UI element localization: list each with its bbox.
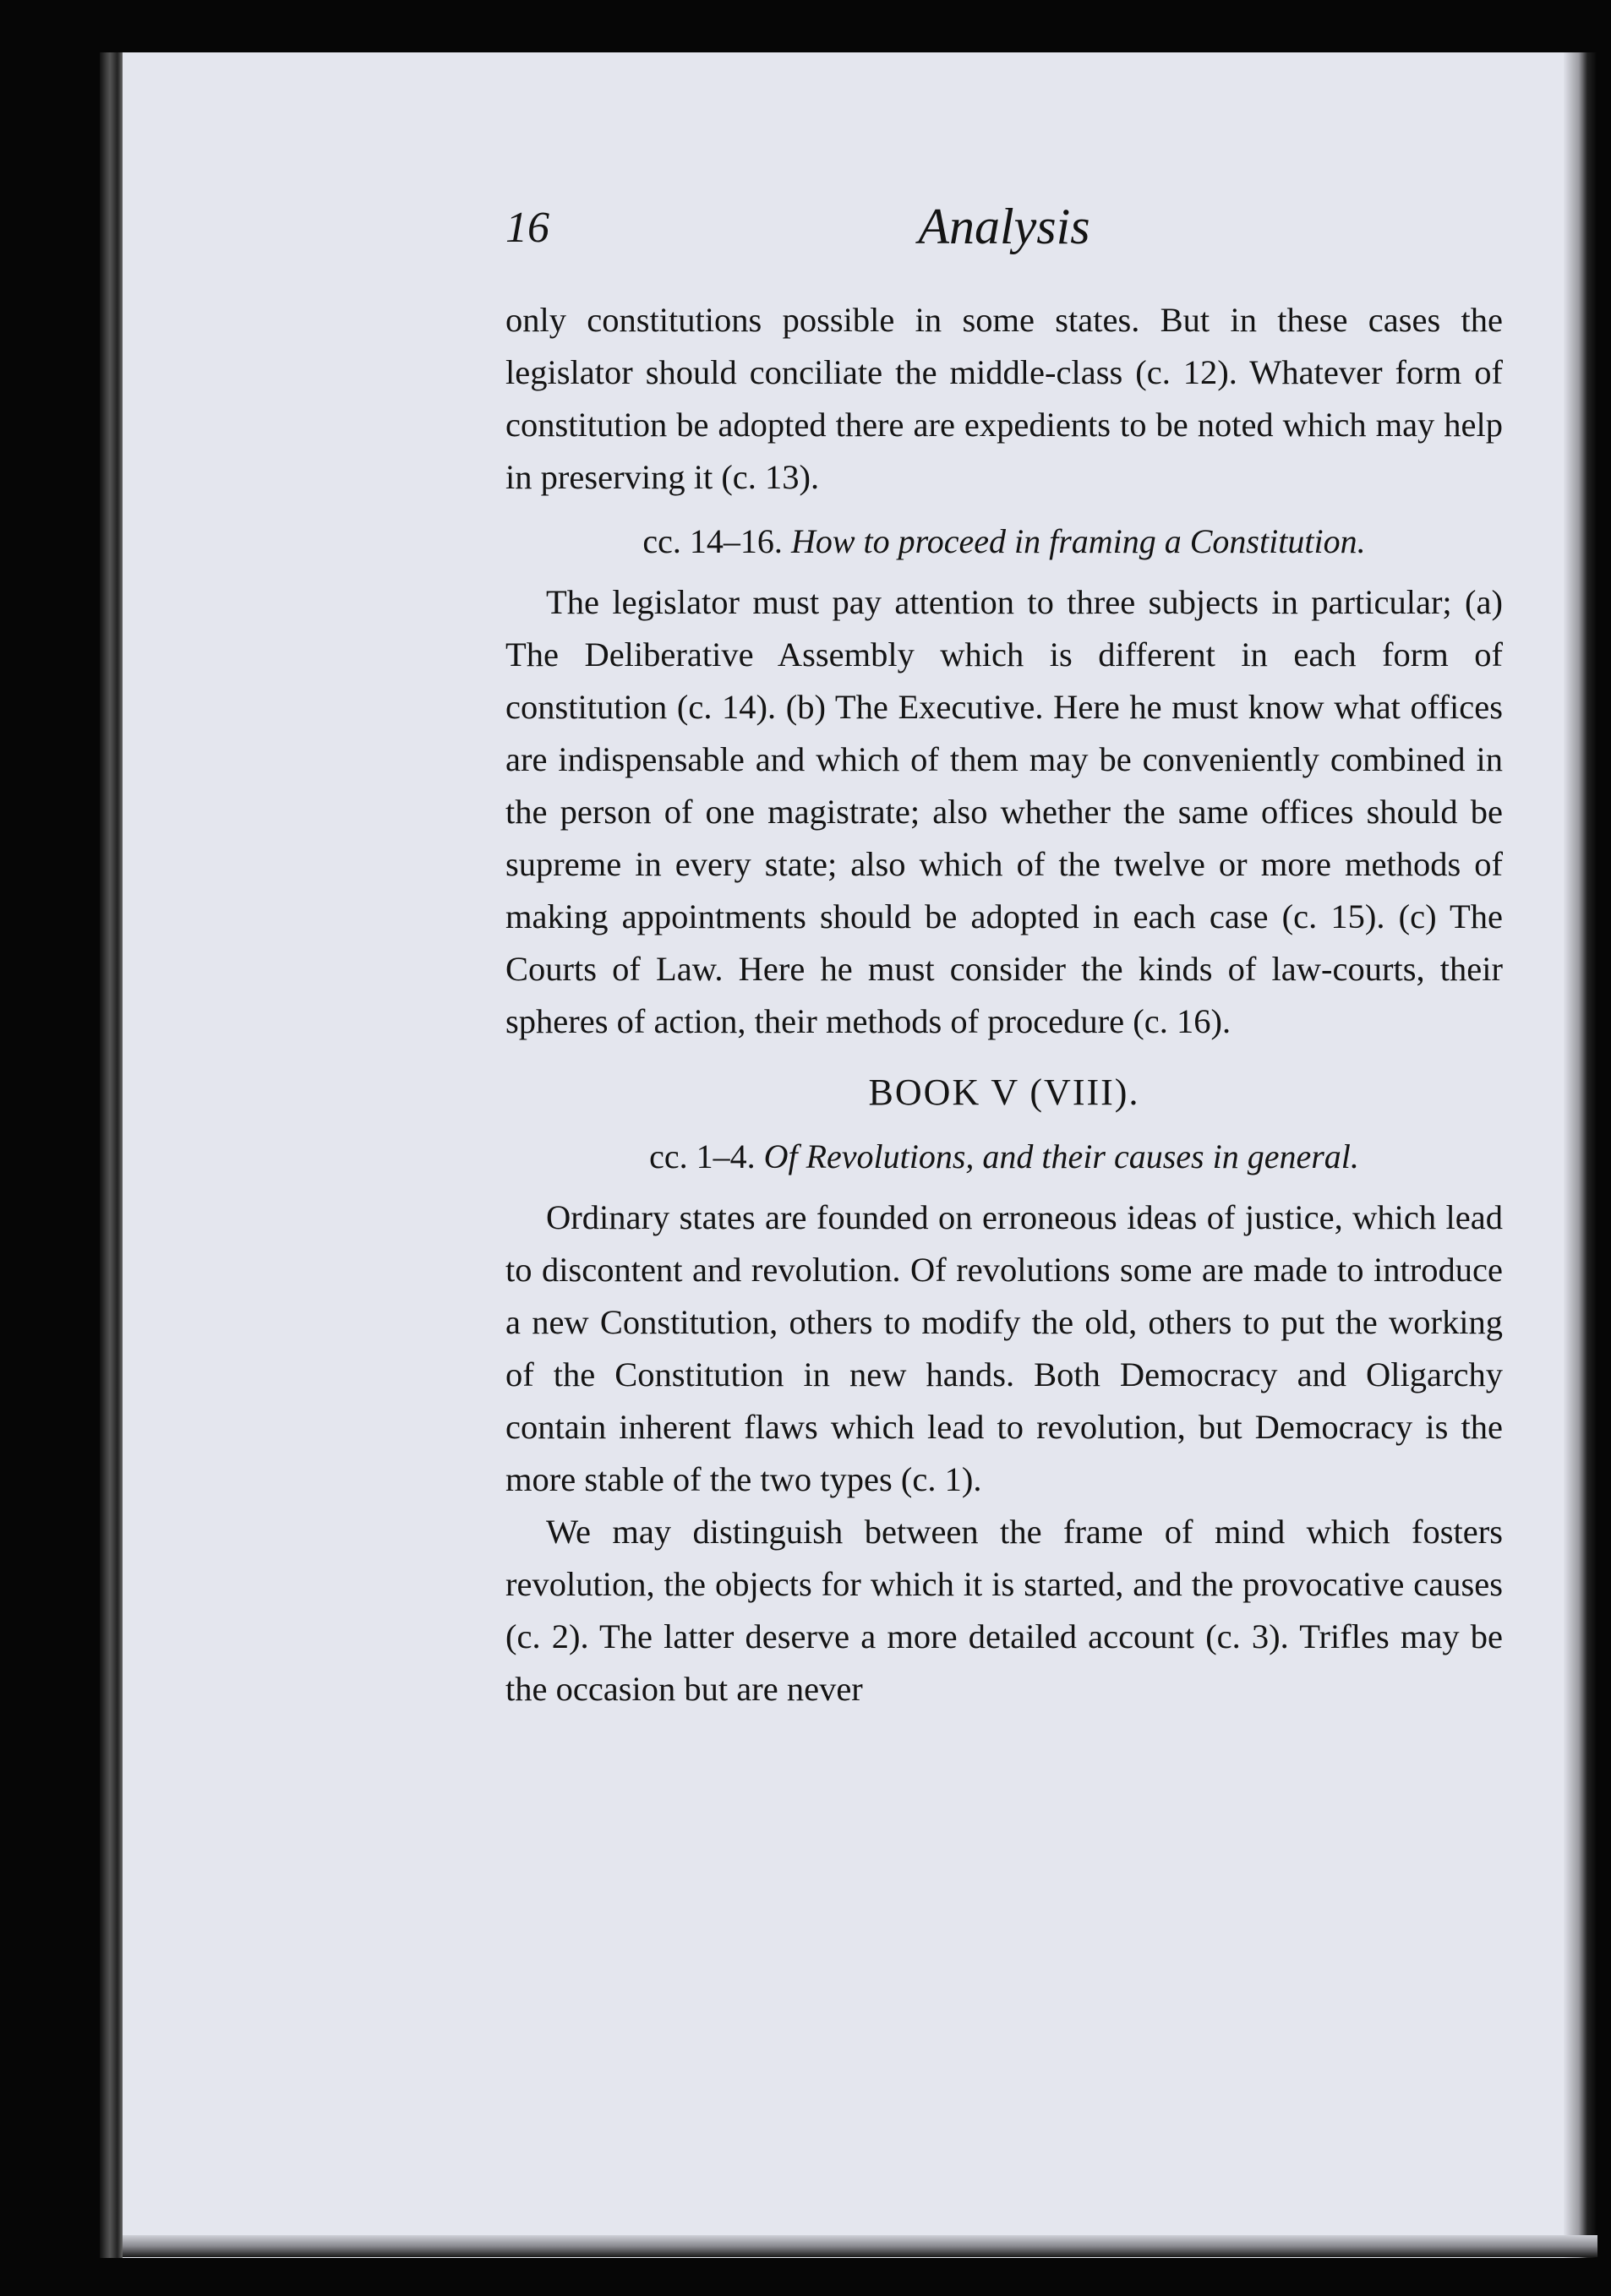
paragraph-1: only constitutions possible in some states. But in these cases the legislator should conciliate the middle-class (c. 12). Whatever form of constitution be adopted there are expedients to be noted which may help in preserving it (c. 13). <box>505 301 1503 496</box>
page-number: 16 <box>505 204 549 252</box>
paragraph-2: The legislator must pay attention to three subjects in particular; (a) The Deliberative Assembly which is different in each form of constitution (c. 14). (b) The Executive. Here he must know what offices are indispensable and which of them may be conveniently combined in the person of one magistrate; also whether the same offices should be supreme in every state; also which of the twelve or more methods of making appointments should be adopted in each case (c. 15). (c) The Courts of Law. Here he must consider the kinds of law-courts, their spheres of action, their methods of procedure (c. 16). <box>505 583 1503 1040</box>
section-heading-1-ref: cc. 14–16. <box>642 522 783 560</box>
section-heading-2-title: Of Revolutions, and their causes in general. <box>763 1137 1359 1175</box>
section-heading-2-ref: cc. 1–4. <box>649 1137 756 1175</box>
section-heading-1 <box>505 515 1503 568</box>
page-body <box>505 294 1503 1715</box>
section-heading-1-title: How to proceed in framing a Constitution. <box>790 522 1366 560</box>
section-heading-2 <box>505 1131 1503 1183</box>
book-edge-right <box>1564 52 1597 2258</box>
book-edge-bottom <box>123 2235 1597 2257</box>
paragraph-4: We may distinguish between the frame of mind which fosters revolution, the objects for which it is started, and the provocative causes (c. 2). The latter deserve a more detailed account (c. 3). Trifles may be the occasion but are never <box>505 1513 1503 1708</box>
running-head <box>505 199 1503 270</box>
running-title: Analysis <box>918 199 1090 254</box>
paragraph-3: Ordinary states are founded on erroneous ideas of justice, which lead to discontent and revolution. Of revolutions some are made to introduce a new Constitution, others to modify the old, others to put the working of the Constitution in new hands. Both Democracy and Oligarchy contain inherent flaws which lead to revolution, but Democracy is the more stable of the two types (c. 1). <box>505 1198 1503 1498</box>
book-heading: BOOK V (VIII). <box>868 1072 1140 1113</box>
